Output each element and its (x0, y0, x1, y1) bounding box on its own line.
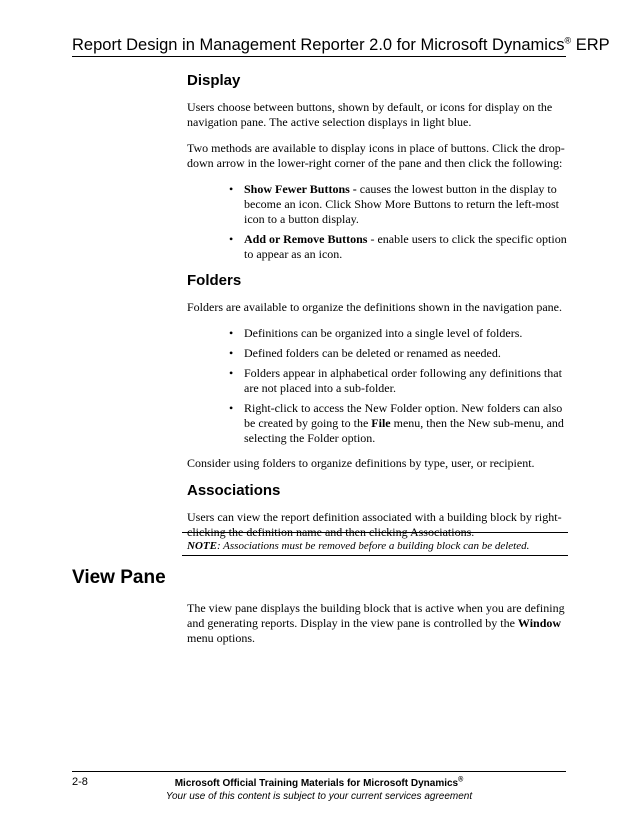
header-title-suffix: ERP (571, 36, 610, 54)
header-title: Report Design in Management Reporter 2.0 for Microsoft Dynamics (72, 36, 565, 54)
footer-title (72, 777, 566, 790)
bullet-icon: • (229, 401, 234, 415)
list-item-text: - enable users to click the specific option to appear as an icon. (244, 232, 567, 261)
view-pane-heading: View Pane (72, 567, 166, 588)
folders-bullet-list (187, 326, 567, 446)
bullet-icon: • (229, 182, 234, 196)
list-item (187, 182, 567, 227)
list-item (187, 366, 567, 396)
display-heading: Display (187, 72, 241, 89)
list-item (187, 232, 567, 262)
folders-paragraph-1: Folders are available to organize the definitions shown in the navigation pane. (187, 300, 563, 314)
bullet-icon: • (229, 232, 234, 246)
list-item-text: Definitions can be organized into a single level of folders. (244, 326, 523, 340)
note-text: : Associations must be removed before a building block can be deleted. (216, 540, 530, 552)
header-registered-mark: ® (564, 35, 572, 46)
footer-title-text: Microsoft Official Training Materials for Microsoft Dynamics (174, 778, 459, 789)
view-pane-paragraph (187, 601, 567, 646)
list-item-text: Right-click to access the New Folder option. New folders can also be created by going to the (244, 401, 563, 430)
list-item-text: causes the lowest button in the display to become an icon. Click Show More Buttons to return the left-most icon to a button display. (244, 182, 559, 226)
page-number: 2-8 (72, 776, 88, 788)
bullet-icon: • (229, 366, 234, 380)
bullet-icon: • (229, 326, 234, 340)
folders-paragraph-2: Consider using folders to organize definitions by type, user, or recipient. (187, 456, 535, 470)
footer-subtitle: Your use of this content is subject to your current services agreement (165, 791, 473, 802)
associations-paragraph: Users can view the report definition associated with a building block by right-clicking the definition name and then clicking Associations. (187, 510, 562, 539)
list-item-text-end: menu, then the New sub-menu, and selecting the Folder option. (244, 416, 564, 445)
bullet-icon: • (229, 346, 234, 360)
footer-registered-mark: ® (458, 776, 464, 784)
note-label: NOTE (187, 540, 217, 552)
display-bullet-list (187, 182, 567, 262)
list-item-bold-lead: Add or Remove Buttons (244, 232, 368, 246)
note-box (182, 532, 568, 556)
window-menu-term: Window (517, 616, 562, 630)
footer-divider (72, 771, 566, 772)
list-item-text: Defined folders can be deleted or renamed as needed. (244, 346, 501, 360)
view-pane-text-end: menu options. (187, 631, 255, 645)
folders-heading: Folders (187, 272, 242, 289)
associations-heading: Associations (187, 482, 281, 499)
display-paragraph-2: Two methods are available to display icons in place of buttons. Click the drop-down arrow in the lower-right corner of the pane and then click the following: (187, 141, 565, 170)
file-menu-term: File (371, 416, 391, 430)
list-item (187, 401, 567, 446)
list-item-bold-lead: Show Fewer Buttons - (244, 182, 357, 196)
display-paragraph-1: Users choose between buttons, shown by default, or icons for display on the navigation pane. The active selection displays in light blue. (187, 100, 553, 129)
main-content (187, 72, 567, 551)
list-item (187, 346, 567, 361)
list-item (187, 326, 567, 341)
view-pane-text-start: The view pane displays the building block that is active when you are defining and generating reports. Display in the view pane is controlled by the (187, 601, 565, 630)
list-item-text: Folders appear in alphabetical order following any definitions that are not placed into a sub-folder. (244, 366, 562, 395)
page-header (72, 34, 610, 57)
